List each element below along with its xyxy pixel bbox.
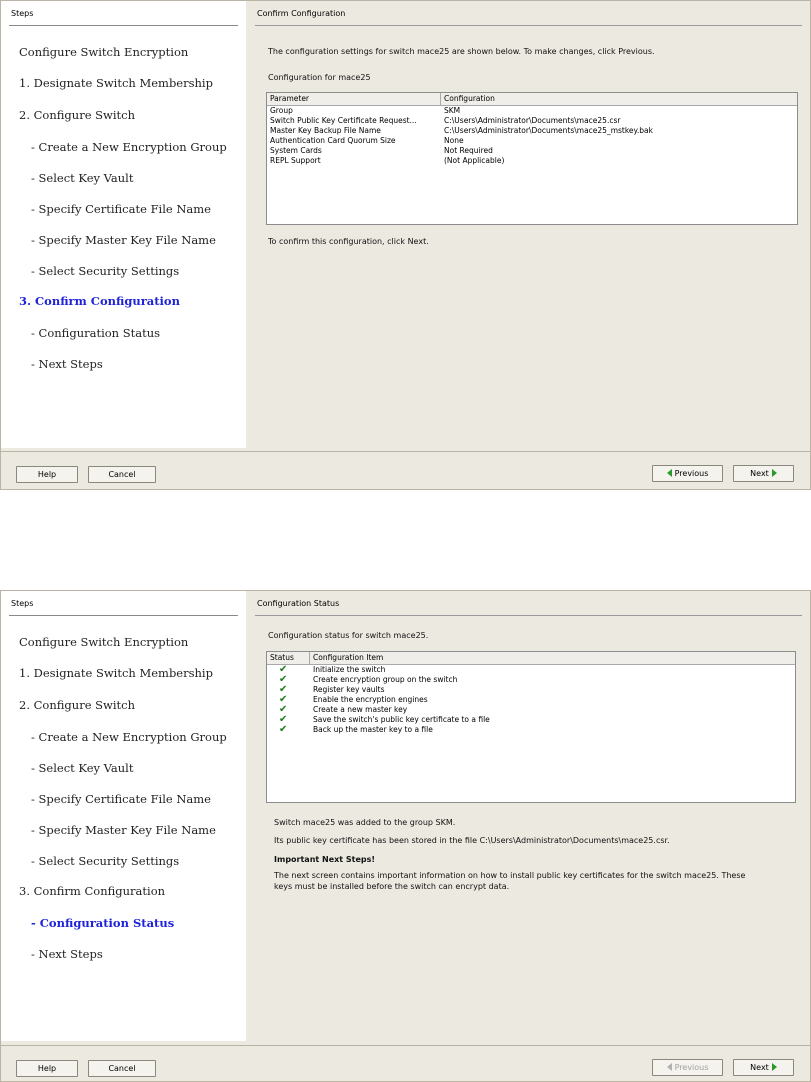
step-configure-switch-encryption: Configure Switch Encryption <box>19 45 189 59</box>
table-row[interactable] <box>267 705 795 715</box>
step-select-security-settings: - Select Security Settings <box>31 854 180 868</box>
table-row[interactable] <box>267 715 795 725</box>
configuration-status-dialog <box>0 590 811 1082</box>
parameter-cell: Authentication Card Quorum Size <box>270 136 396 145</box>
table-header <box>267 652 795 665</box>
next-steps-text-line2: keys must be installed before the switch can encrypt data. <box>274 882 510 891</box>
table-header <box>267 93 797 106</box>
step-next-steps: - Next Steps <box>31 357 103 371</box>
previous-button[interactable] <box>652 1059 723 1076</box>
confirm-instruction: To confirm this configuration, click Next. <box>268 237 429 246</box>
table-row[interactable] <box>267 116 797 126</box>
cancel-button-label: Cancel <box>108 1064 136 1073</box>
configuration-item-cell: Create encryption group on the switch <box>313 675 458 684</box>
parameter-cell: System Cards <box>270 146 322 155</box>
step-create-encryption-group: - Create a New Encryption Group <box>31 730 227 744</box>
configuration-table[interactable] <box>266 92 798 225</box>
step-next-steps: - Next Steps <box>31 947 103 961</box>
divider <box>255 25 802 26</box>
confirm-configuration-dialog <box>0 0 811 490</box>
arrow-right-icon <box>772 469 777 477</box>
step-select-key-vault: - Select Key Vault <box>31 761 134 775</box>
result-message: Switch mace25 was added to the group SKM. <box>274 818 456 827</box>
help-button[interactable] <box>16 1060 78 1077</box>
certificate-message: Its public key certificate has been stored in the file C:\Users\Administrator\Documents\mace25.csr. <box>274 836 670 845</box>
divider <box>9 615 238 616</box>
next-button-label: Next <box>750 469 769 478</box>
configuration-cell: None <box>444 136 464 145</box>
configuration-item-cell: Create a new master key <box>313 705 408 714</box>
arrow-right-icon <box>772 1063 777 1071</box>
table-row[interactable] <box>267 675 795 685</box>
steps-title: Steps <box>11 599 34 608</box>
step-confirm-configuration: 3. Confirm Configuration <box>19 884 166 898</box>
configuration-item-cell: Enable the encryption engines <box>313 695 428 704</box>
check-icon: ✔ <box>279 714 288 725</box>
parameter-cell: Master Key Backup File Name <box>270 126 381 135</box>
step-select-key-vault: - Select Key Vault <box>31 171 134 185</box>
status-table[interactable] <box>266 651 796 803</box>
help-button[interactable] <box>16 466 78 483</box>
check-icon: ✔ <box>279 684 288 695</box>
arrow-left-icon <box>667 469 672 477</box>
step-select-security-settings: - Select Security Settings <box>31 264 180 278</box>
step-configure-switch: 2. Configure Switch <box>19 698 136 712</box>
steps-panel <box>1 1 246 448</box>
step-designate-switch-membership: 1. Designate Switch Membership <box>19 666 213 680</box>
next-button-label: Next <box>750 1063 769 1072</box>
next-button[interactable] <box>733 1059 794 1076</box>
footer-divider <box>1 451 810 452</box>
configuration-cell: (Not Applicable) <box>444 156 505 165</box>
cancel-button[interactable] <box>88 466 156 483</box>
intro-text: The configuration settings for switch mace25 are shown below. To make changes, click Previous. <box>268 47 655 56</box>
steps-title: Steps <box>11 9 34 18</box>
help-button-label: Help <box>37 470 57 479</box>
column-header-configuration-item[interactable]: Configuration Item <box>313 653 384 662</box>
check-icon: ✔ <box>279 674 288 685</box>
pane-title: Configuration Status <box>257 599 340 608</box>
configuration-item-cell: Back up the master key to a file <box>313 725 433 734</box>
step-specify-master-key-file-name: - Specify Master Key File Name <box>31 233 216 247</box>
pane-title: Confirm Configuration <box>257 9 346 18</box>
column-header-parameter[interactable]: Parameter <box>270 94 310 103</box>
step-configure-switch: 2. Configure Switch <box>19 108 136 122</box>
step-designate-switch-membership: 1. Designate Switch Membership <box>19 76 213 90</box>
table-row[interactable] <box>267 685 795 695</box>
step-specify-certificate-file-name: - Specify Certificate File Name <box>31 792 211 806</box>
previous-button-label: Previous <box>674 469 709 478</box>
configuration-item-cell: Save the switch's public key certificate to a file <box>313 715 490 724</box>
divider <box>9 25 238 26</box>
table-row[interactable] <box>267 146 797 156</box>
cancel-button-label: Cancel <box>108 470 136 479</box>
configuration-cell: C:\Users\Administrator\Documents\mace25.csr <box>444 116 621 125</box>
footer-divider <box>1 1045 810 1046</box>
previous-button[interactable] <box>652 465 723 482</box>
next-steps-text-line1: The next screen contains important information on how to install public key certificates for the switch mace25. These <box>274 871 746 880</box>
configuration-cell: C:\Users\Administrator\Documents\mace25_mstkey.bak <box>444 126 653 135</box>
table-row[interactable] <box>267 695 795 705</box>
column-header-status[interactable]: Status <box>270 653 294 662</box>
table-row[interactable] <box>267 136 797 146</box>
step-create-encryption-group: - Create a New Encryption Group <box>31 140 227 154</box>
column-header-configuration[interactable]: Configuration <box>444 94 495 103</box>
step-confirm-configuration: 3. Confirm Configuration <box>19 294 180 308</box>
table-caption: Configuration for mace25 <box>268 73 371 82</box>
check-icon: ✔ <box>279 704 288 715</box>
help-button-label: Help <box>37 1064 57 1073</box>
step-configure-switch-encryption: Configure Switch Encryption <box>19 635 189 649</box>
parameter-cell: Switch Public Key Certificate Request... <box>270 116 417 125</box>
next-button[interactable] <box>733 465 794 482</box>
content-pane <box>247 591 810 1041</box>
check-icon: ✔ <box>279 664 288 675</box>
parameter-cell: Group <box>270 106 293 115</box>
check-icon: ✔ <box>279 724 288 735</box>
step-configuration-status: - Configuration Status <box>31 326 161 340</box>
table-row[interactable] <box>267 725 795 735</box>
configuration-cell: SKM <box>444 106 461 115</box>
cancel-button[interactable] <box>88 1060 156 1077</box>
step-specify-master-key-file-name: - Specify Master Key File Name <box>31 823 216 837</box>
table-row[interactable] <box>267 665 795 675</box>
content-pane <box>247 1 810 448</box>
table-row[interactable] <box>267 106 797 116</box>
configuration-item-cell: Register key vaults <box>313 685 385 694</box>
next-steps-heading: Important Next Steps! <box>274 855 376 864</box>
arrow-left-icon <box>667 1063 672 1071</box>
parameter-cell: REPL Support <box>270 156 321 165</box>
check-icon: ✔ <box>279 694 288 705</box>
steps-panel <box>1 591 246 1041</box>
configuration-item-cell: Initialize the switch <box>313 665 386 674</box>
table-row[interactable] <box>267 126 797 136</box>
intro-text: Configuration status for switch mace25. <box>268 631 429 640</box>
previous-button-label: Previous <box>674 1063 709 1072</box>
step-configuration-status: - Configuration Status <box>31 916 175 930</box>
divider <box>255 615 802 616</box>
step-specify-certificate-file-name: - Specify Certificate File Name <box>31 202 211 216</box>
configuration-cell: Not Required <box>444 146 493 155</box>
table-row[interactable] <box>267 156 797 166</box>
